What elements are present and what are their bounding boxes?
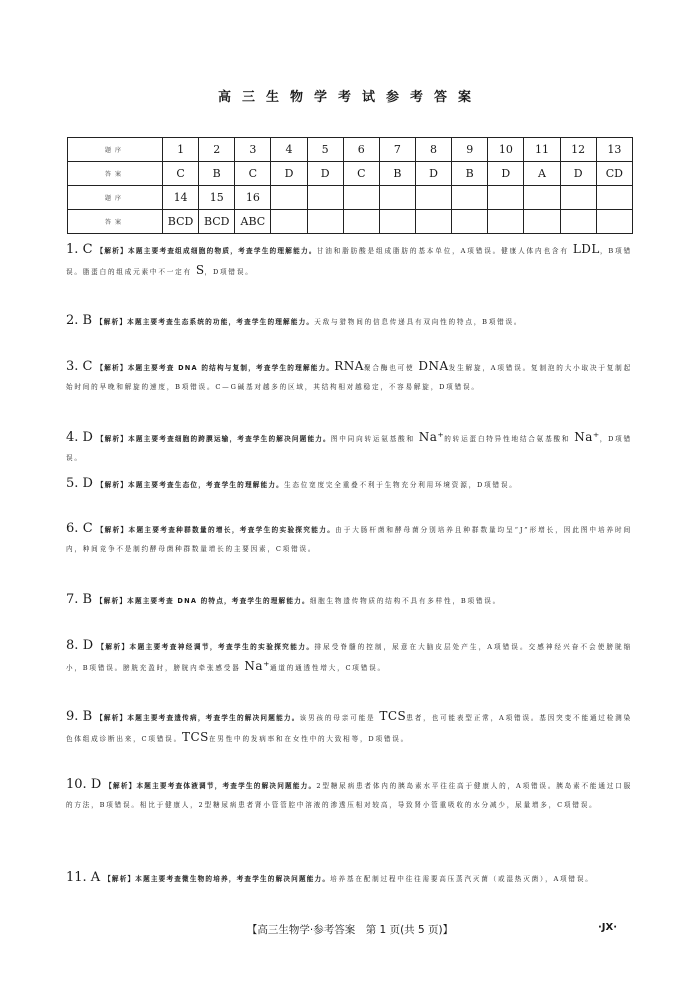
table-cell [488,210,524,234]
item-label: 10. D [66,777,102,792]
item-text: 天敌与猎物间的信息传递具有双向性的特点，B项错误。 [314,318,523,326]
table-cell: C [163,162,199,186]
table-row [68,162,633,186]
table-cell: 12 [560,138,596,162]
table-cell: ABC [235,210,271,234]
answer-item-6 [66,519,632,559]
item-tag: 【解析】本题主要考查种群数量的增长，考查学生的实验探究能力。 [96,526,336,534]
item-text: 培养基在配制过程中往往需要高压蒸汽灭菌（或湿热灭菌），A项错误。 [330,875,594,883]
table-cell: 7 [379,138,415,162]
table-cell: 15 [199,186,235,210]
table-cell: 8 [415,138,451,162]
item-label: 6. C [66,521,93,536]
answer-item-1 [66,240,632,282]
item-term: Na⁺ [418,430,445,444]
item-text: 甘油和脂肪酸是组成脂肪的基本单位，A项错误。健康人体内也含有 [316,247,573,255]
table-cell: 14 [163,186,199,210]
item-term: Na⁺ [244,659,270,673]
item-tag: 【解析】本题主要考查细胞的跨膜运输，考查学生的解决问题能力。 [96,435,331,443]
item-tag: 【解析】本题主要考查微生物的培养，考查学生的解决问题能力。 [104,875,331,883]
table-cell [452,186,488,210]
item-text: 细胞生物遗传物质的结构不具有多样性，B项错误。 [309,597,502,605]
item-term: RNA [334,359,364,373]
table-cell: A [524,162,560,186]
table-cell: BCD [199,210,235,234]
item-label: 7. B [66,592,93,607]
item-term: TCS [379,709,407,723]
item-term: Na⁺ [574,430,600,444]
table-cell: D [488,162,524,186]
item-term: TCS [181,730,209,744]
table-row [68,186,633,210]
table-cell [524,210,560,234]
table-cell [560,186,596,210]
item-text: ，D项错误。 [66,435,632,462]
item-text: 该男孩的母亲可能是 [299,714,380,722]
item-term: DNA [418,359,449,373]
table-cell [596,210,632,234]
answer-item-4 [66,428,632,468]
item-label: 4. D [66,430,93,445]
item-text: 发生解旋，A项错误。复制泡的大小取决于复制起始时间的早晚和解旋的速度，B项错误。C—G碱基对越多的区域，其结构相对越稳定，不容易解旋，D项错误。 [66,364,632,391]
table-cell: D [307,162,343,186]
item-label: 2. B [66,313,93,328]
table-cell: 5 [307,138,343,162]
table-cell [379,186,415,210]
item-text: 生态位宽度完全重叠不利于生物充分利用环境资源，D项错误。 [283,481,518,489]
table-cell: 10 [488,138,524,162]
table-cell: 3 [235,138,271,162]
table-cell [415,210,451,234]
table-cell: D [415,162,451,186]
table-cell: 2 [199,138,235,162]
answer-item-2 [66,311,632,332]
table-cell [343,186,379,210]
footer-mark: ·JX· [598,922,618,933]
table-cell: B [379,162,415,186]
table-cell: D [271,162,307,186]
answer-item-7 [66,590,632,611]
item-tag: 【解析】本题主要考查体液调节，考查学生的解决问题能力。 [105,782,317,790]
item-text: 由于大肠杆菌和酵母菌分别培养且种群数量均呈“J”形增长，因此图中培养时间内，种间竞争不是制约酵母菌种群数量增长的主要因素，C项错误。 [66,526,633,553]
item-text: 聚合酶也可使 [363,364,419,372]
table-cell: C [343,162,379,186]
table-cell: B [452,162,488,186]
answer-item-9 [66,707,632,749]
item-term: LDL [572,242,600,256]
item-tag: 【解析】本题主要考查神经调节，考查学生的实验探究能力。 [97,643,315,651]
table-cell: B [199,162,235,186]
answer-item-5 [66,474,632,495]
answer-item-3 [66,357,632,397]
item-term: S [195,263,205,277]
table-cell [307,210,343,234]
table-cell [271,186,307,210]
item-text: ，B项错误。脂蛋白的组成元素中不一定有 [66,247,633,276]
page-footer: 【高三生物学·参考答案 第 1 页(共 5 页)】 [246,924,454,936]
item-label: 9. B [66,709,93,724]
table-cell [379,210,415,234]
table-cell: 1 [163,138,199,162]
table-row [68,210,633,234]
row-header: 答案 [68,162,163,186]
answer-item-10 [66,775,632,815]
row-header: 题序 [68,138,163,162]
table-cell [343,210,379,234]
item-text: 排尿受脊髓的控制，尿意在大脑皮层处产生，A项错误。交感神经兴奋不会使膀胱缩小，B项错误。膀胱充盈时，膀胱内牵张感受器 [66,643,632,672]
table-cell [560,210,596,234]
table-cell [488,186,524,210]
item-label: 1. C [66,242,93,257]
table-cell: 4 [271,138,307,162]
item-tag: 【解析】本题主要考查组成细胞的物质，考查学生的理解能力。 [96,247,317,255]
item-tag: 【解析】本题主要考查生态系统的功能，考查学生的理解能力。 [96,318,315,326]
item-text: ，D项错误。 [204,268,254,276]
item-tag: 【解析】本题主要考查 DNA 的结构与复制，考查学生的理解能力。 [96,364,335,372]
row-header: 答案 [68,210,163,234]
table-cell [307,186,343,210]
table-cell: 11 [524,138,560,162]
table-cell [596,186,632,210]
table-cell: 6 [343,138,379,162]
item-label: 3. C [66,359,93,374]
table-cell [415,186,451,210]
table-cell: D [560,162,596,186]
item-tag: 【解析】本题主要考查生态位，考查学生的理解能力。 [96,481,284,489]
item-text: 通道的通透性增大，C项错误。 [269,664,386,672]
page-title: 高三生物学考试参考答案 [217,90,482,105]
table-cell: 9 [452,138,488,162]
answer-item-11 [66,868,632,889]
table-cell [452,210,488,234]
item-text: 患者，也可能表型正常，A项错误。基因突变不能通过检测染色体组成诊断出来，C项错误。 [66,714,632,743]
table-cell [271,210,307,234]
item-text: 的转运蛋白特异性地结合氨基酸和 [444,435,575,443]
item-label: 11. A [66,870,101,885]
row-header: 题序 [68,186,163,210]
item-text: 图中同向转运氨基酸和 [330,435,419,443]
table-cell: CD [596,162,632,186]
item-label: 8. D [66,638,94,653]
item-label: 5. D [66,476,93,491]
item-tag: 【解析】本题主要考查遗传病，考查学生的解决问题能力。 [96,714,300,722]
answer-item-8 [66,636,632,678]
item-text: 在男性中的发病率和在女性中的大致相等，D项错误。 [208,735,410,743]
item-tag: 【解析】本题主要考查 DNA 的特点，考查学生的理解能力。 [96,597,310,605]
answer-table [67,137,633,234]
table-cell: BCD [163,210,199,234]
table-cell: 16 [235,186,271,210]
table-cell [524,186,560,210]
item-text: 2型糖尿病患者体内的胰岛素水平往往高于健康人的，A项错误。胰岛素不能通过口服的方法，B项错误。相比于健康人，2型糖尿病患者肾小管管腔中溶液的渗透压相对较高，导致肾小管重吸收的水分减少，尿量增多，C项错误。 [66,782,632,809]
table-row [68,138,633,162]
table-cell: C [235,162,271,186]
table-cell: 13 [596,138,632,162]
